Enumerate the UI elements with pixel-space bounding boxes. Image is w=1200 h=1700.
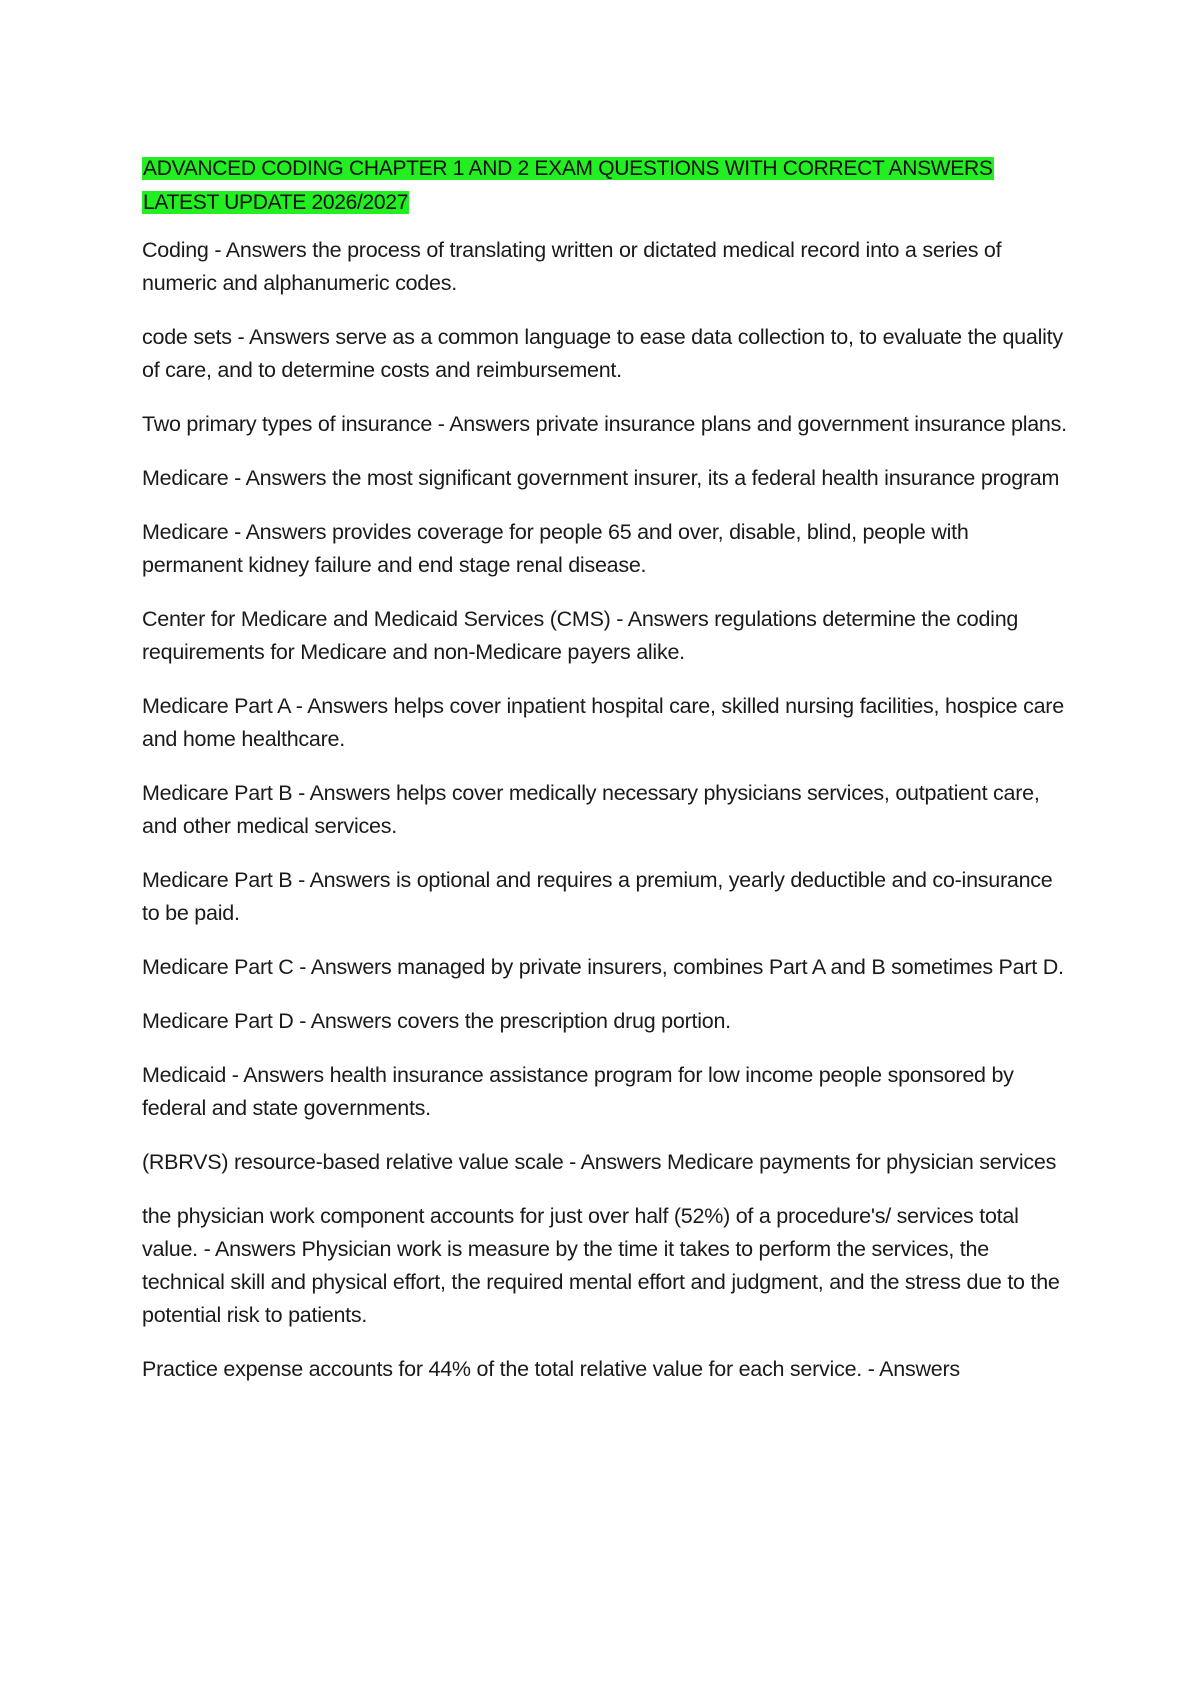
qa-entry: Medicare Part C - Answers managed by private insurers, combines Part A and B sometimes Part D.: [142, 955, 1064, 979]
qa-entry: Medicaid - Answers health insurance assistance program for low income people sponsored by federal and state governments.: [142, 1063, 1014, 1120]
qa-entry: Medicare - Answers the most significant government insurer, its a federal health insurance program: [142, 466, 1060, 490]
document-page: [142, 152, 1072, 1407]
title-highlight-line-2: LATEST UPDATE 2026/2027: [143, 191, 409, 214]
qa-entry: Medicare Part D - Answers covers the prescription drug portion.: [142, 1009, 731, 1033]
qa-entry: Medicare Part B - Answers helps cover medically necessary physicians services, outpatient care, and other medical services.: [142, 781, 1040, 838]
qa-entry: (RBRVS) resource-based relative value scale - Answers Medicare payments for physician services: [142, 1150, 1057, 1174]
qa-entry: Two primary types of insurance - Answers private insurance plans and government insurance plans.: [142, 412, 1067, 436]
qa-entry: Coding - Answers the process of translating written or dictated medical record into a series of numeric and alphanumeric codes.: [142, 238, 1002, 295]
qa-entry: Practice expense accounts for 44% of the total relative value for each service. - Answers: [142, 1357, 960, 1381]
document-title: [142, 152, 1072, 220]
qa-entry: code sets - Answers serve as a common language to ease data collection to, to evaluate the quality of care, and to determine costs and reimbursement.: [142, 325, 1063, 382]
qa-entry: the physician work component accounts for just over half (52%) of a procedure's/ services total value. - Answers Physician work is measure by the time it takes to perform the services, the technical skill and physical effort, the required mental effort and judgment, and the stress due to the potential risk to patients.: [142, 1204, 1060, 1327]
qa-entry: Center for Medicare and Medicaid Services (CMS) - Answers regulations determine the coding requirements for Medicare and non-Medicare payers alike.: [142, 607, 1019, 664]
title-highlight-line-1: ADVANCED CODING CHAPTER 1 AND 2 EXAM QUESTIONS WITH CORRECT ANSWERS: [143, 157, 993, 180]
qa-entry: Medicare Part B - Answers is optional and requires a premium, yearly deductible and co-insurance to be paid.: [142, 868, 1053, 925]
qa-entry: Medicare - Answers provides coverage for people 65 and over, disable, blind, people with permanent kidney failure and end stage renal disease.: [142, 520, 969, 577]
qa-entry: Medicare Part A - Answers helps cover inpatient hospital care, skilled nursing facilities, hospice care and home healthcare.: [142, 694, 1064, 751]
